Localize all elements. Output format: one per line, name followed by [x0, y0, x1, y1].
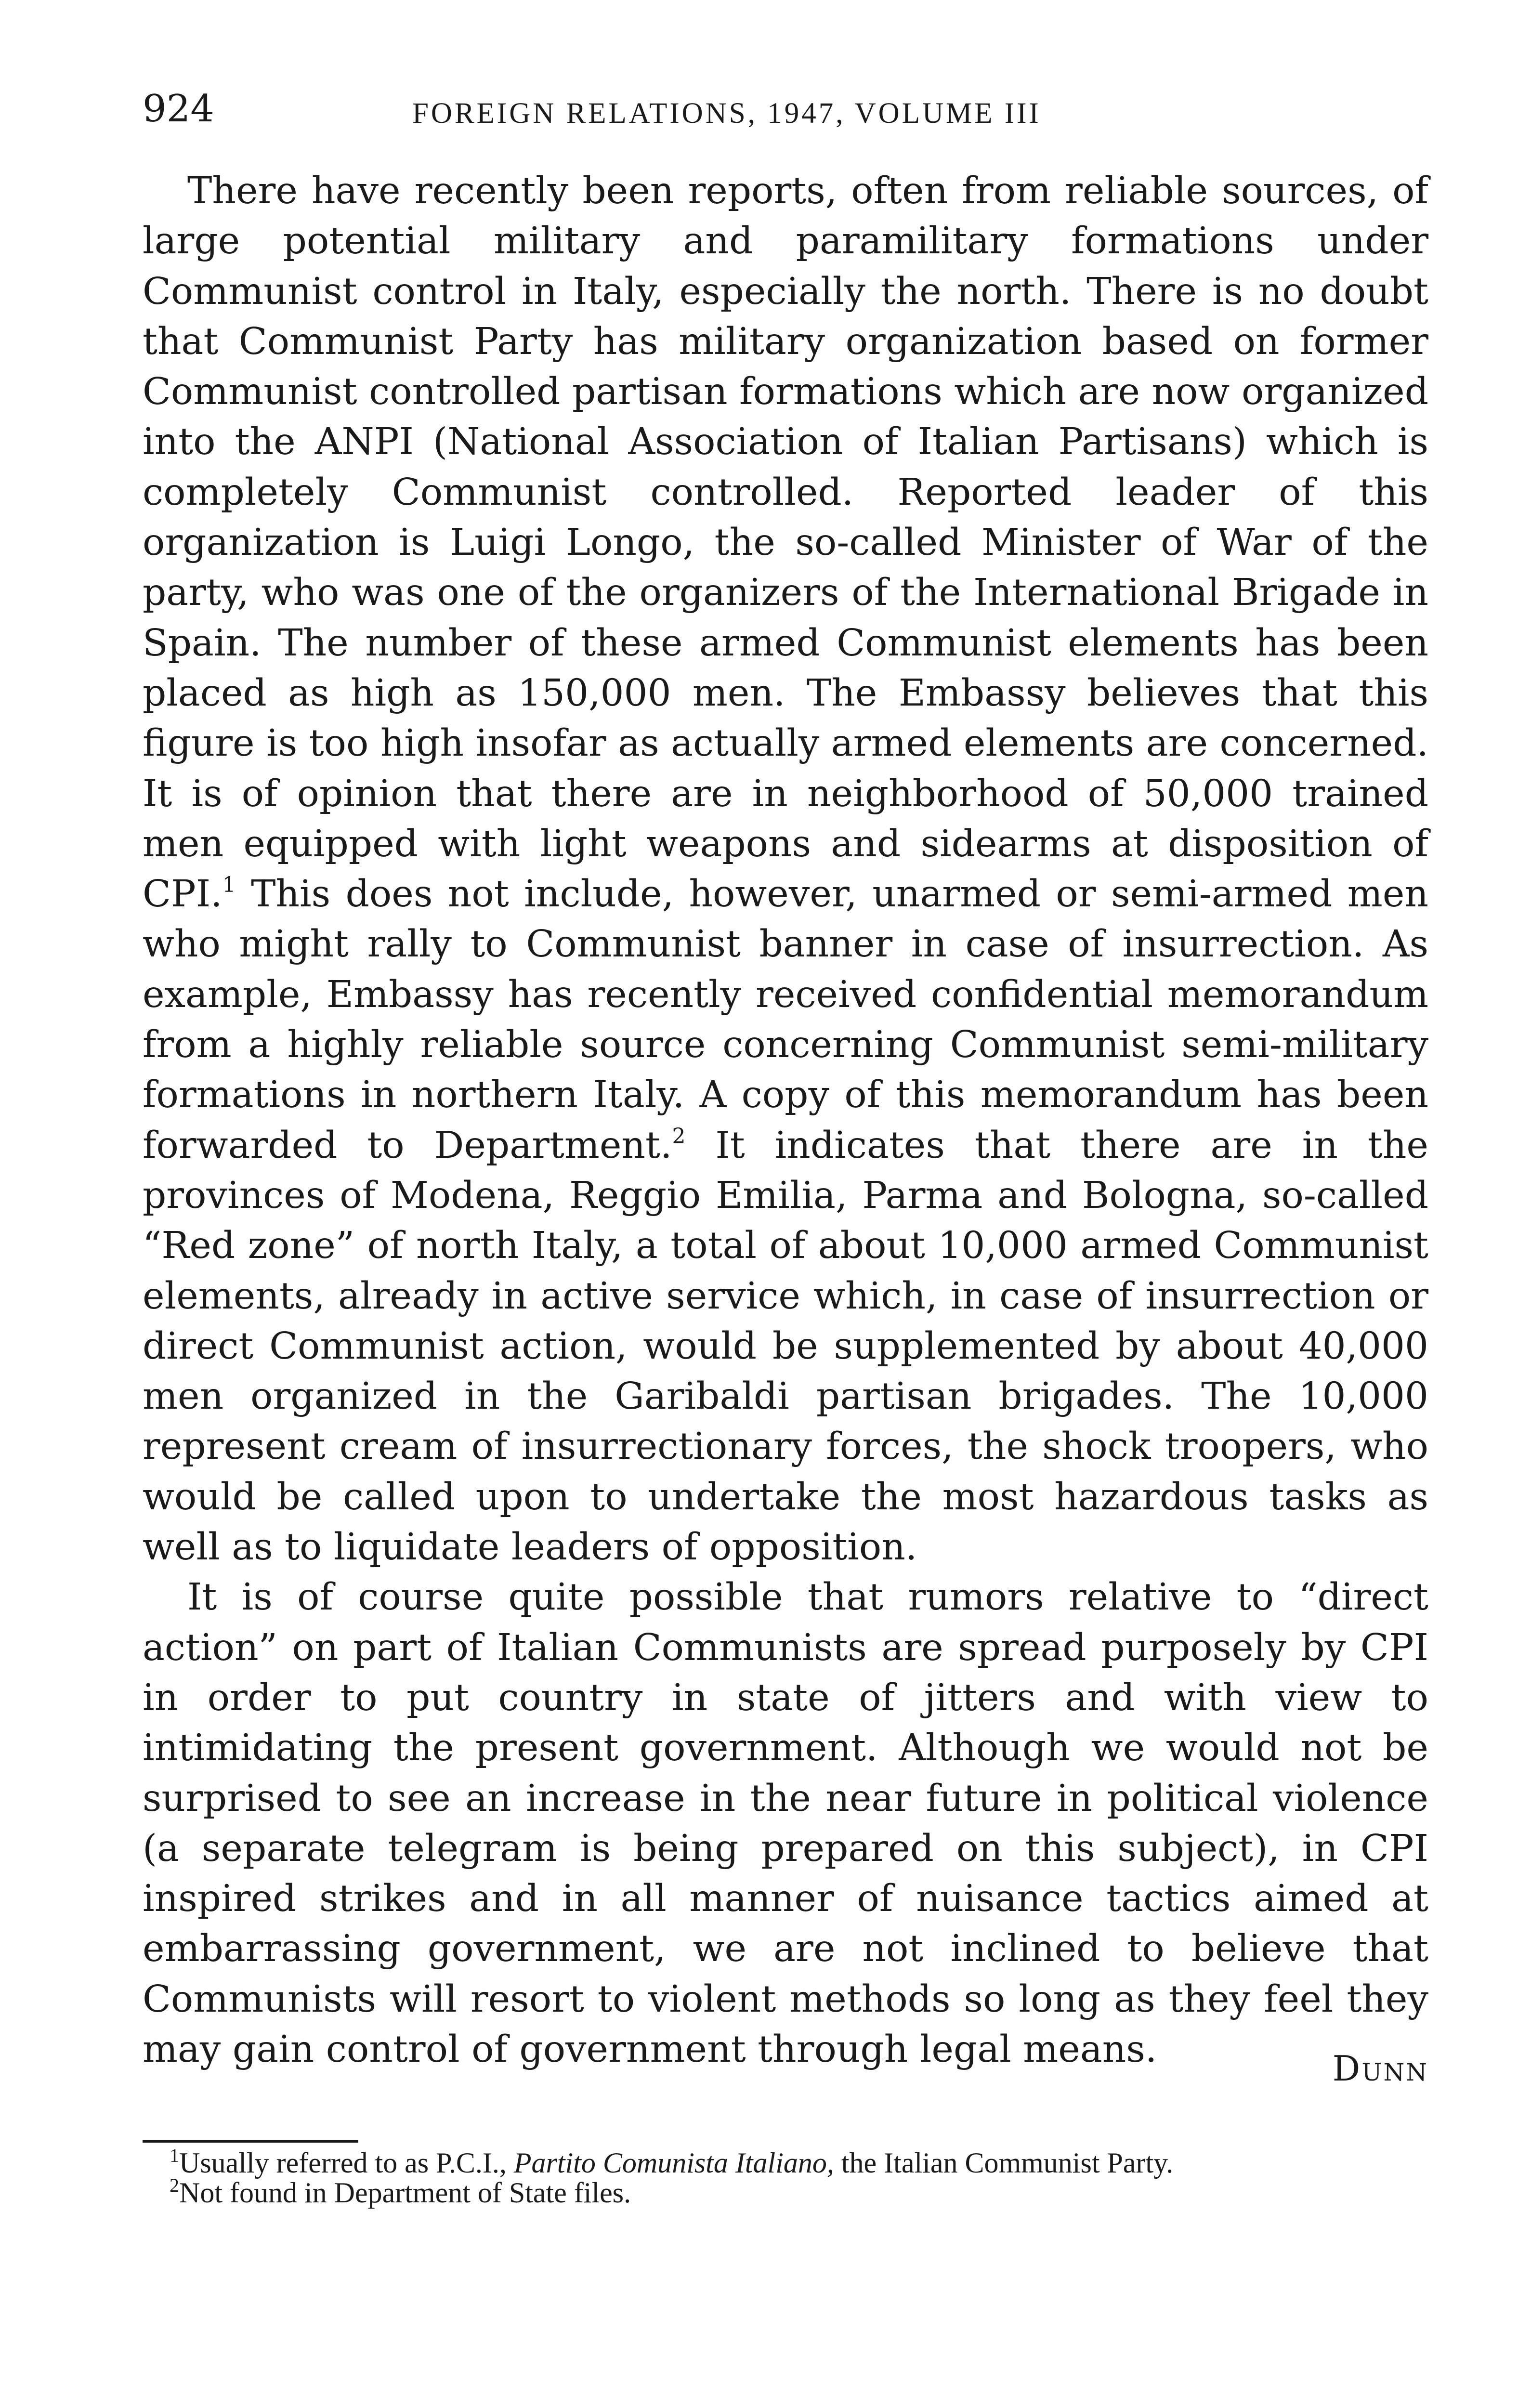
footnote — [143, 2174, 1428, 2209]
footnotes — [143, 2145, 1428, 2209]
footnote-text: Usually referred to as P.C.I., — [179, 2147, 514, 2179]
page-header — [143, 85, 1428, 143]
footnote-text: the Italian Communist Party. — [834, 2147, 1174, 2179]
body-text — [143, 166, 1428, 2075]
footnote-text: Not found in Department of State files. — [179, 2177, 631, 2209]
running-head: FOREIGN RELATIONS, 1947, VOLUME III — [412, 97, 1041, 130]
paragraph-text: This does not include, however, unarmed or semi-armed men who might rally to Communist banner in case of insurrection. As example, Embassy has recently received confidential memorandum from a highly reliable source concerning Communist semi-military formations in northern Italy. A copy of this memorandum has been forwarded to Department. — [143, 873, 1428, 1167]
paragraph — [143, 1572, 1428, 2075]
paragraph-text: It indicates that there are in the provinces of Modena, Reggio Emilia, Parma and Bologna, so-called “Red zone” of north Italy, a total of about 10,000 armed Communist elements, already in active service which, in case of insurrection or direct Communist action, would be supplemented by about 40,000 men organized in the Garibaldi partisan brigades. The 10,000 represent cream of insurrectionary forces, the shock troopers, who would be called upon to undertake the most hazardous tasks as well as to liquidate leaders of opposition. — [143, 1124, 1428, 1569]
paragraph-text: There have recently been reports, often from reliable sources, of large potential military and paramilitary formations under Communist control in Italy, especially the north. There is no doubt that Communist Party has military organization based on former Communist controlled partisan formations which are now organized into the ANPI (National Association of Italian Partisans) which is completely Communist controlled. Reported leader of this organization is Luigi Longo, the so-called Minister of War of the party, who was one of the organizers of the International Brigade in Spain. The number of these armed Communist elements has been placed as high as 150,000 men. The Embassy believes that this figure is too high insofar as actually armed elements are concerned. It is of opinion that there are in neighborhood of 50,000 trained men equipped with light weapons and sidearms at disposition of CPI. — [143, 170, 1428, 916]
footnote-divider — [143, 2140, 358, 2143]
footnote-italic-text: Partito Comunista Italiano, — [513, 2147, 834, 2179]
footnote — [143, 2145, 1428, 2179]
page-number: 924 — [143, 87, 214, 131]
paragraph — [143, 166, 1428, 1572]
footnote-marker: 2 — [170, 2174, 179, 2196]
signature: Dunn — [1332, 2048, 1428, 2089]
paragraph-text: It is of course quite possible that rumors relative to “direct action” on part of Italian Communists are spread purposely by CPI in order to put country in state of jitters and with view to intimidating the present government. Although we would not be surprised to see an increase in the near future in political violence (a separate telegram is being prepared on this subject), in CPI inspired strikes and in all manner of nuisance tactics aimed at embarrassing government, we are not inclined to believe that Communists will resort to violent methods so long as they feel they may gain control of government through legal means. — [143, 1576, 1428, 2071]
footnote-reference: 2 — [672, 1124, 686, 1149]
footnote-reference: 1 — [222, 873, 236, 898]
footnote-marker: 1 — [170, 2145, 179, 2166]
